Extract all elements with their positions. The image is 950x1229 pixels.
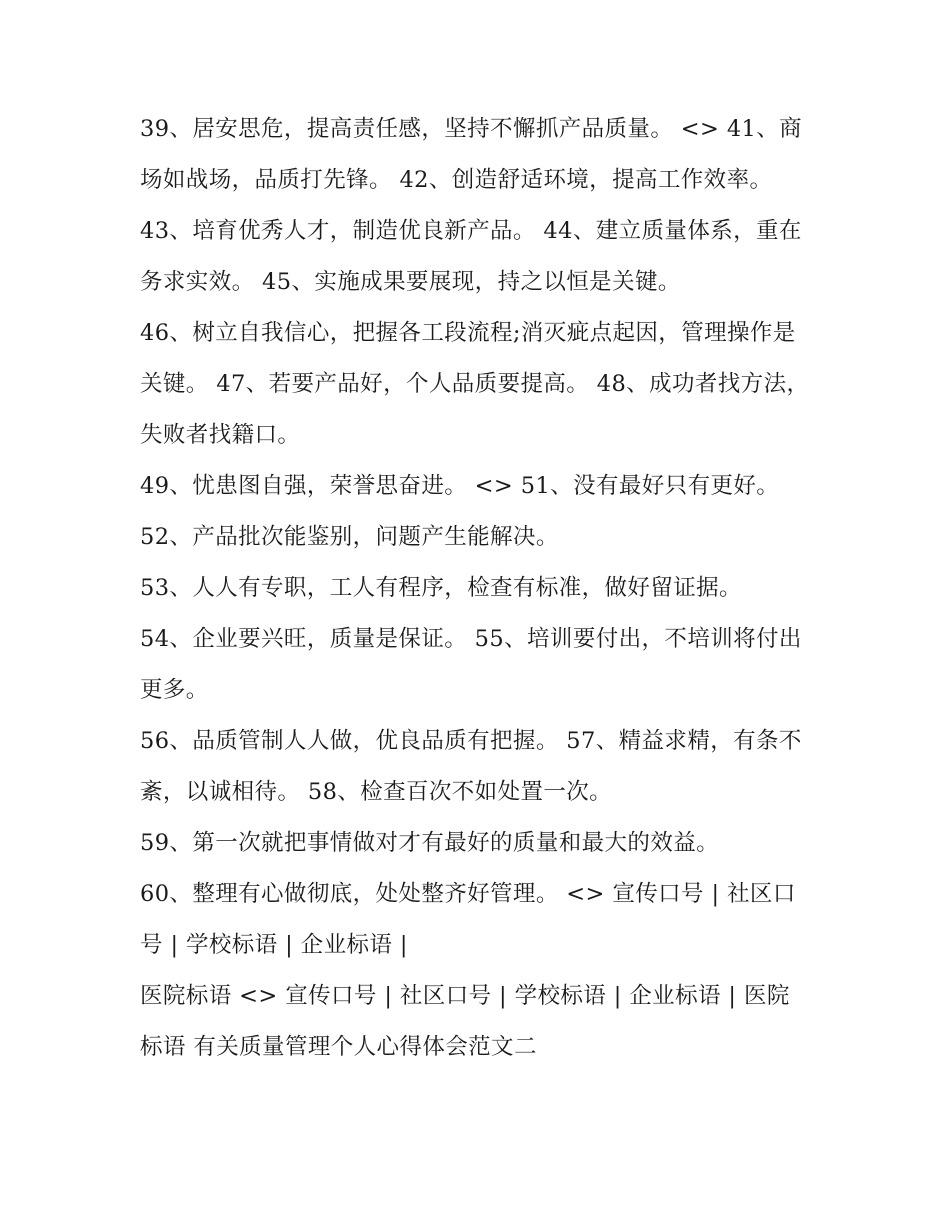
paragraph-slogan-53: 53、人人有专职，工人有程序，检查有标准，做好留证据。 (140, 575, 742, 601)
document-body (140, 104, 812, 1073)
paragraph-slogan-60: 60、整理有心做彻底，处处整齐好管理。 <> 宣传口号 | 社区口号 | 学校标语 | 企业标语 | (140, 881, 796, 958)
paragraph-slogans-46-48: 46、树立自我信心，把握各工段流程;消灭疵点起因，管理操作是关键。 47、若要产品好，个人品质要提高。 48、成功者找方法，失败者找籍口。 (140, 320, 810, 448)
paragraph-slogans-43-45: 43、培育优秀人才，制造优良新产品。 44、建立质量体系，重在务求实效。 45、实施成果要展现，持之以恒是关键。 (140, 218, 802, 295)
paragraph-slogan-52: 52、产品批次能鉴别，问题产生能解决。 (140, 524, 559, 550)
paragraph-slogans-56-58: 56、品质管制人人做，优良品质有把握。 57、精益求精，有条不紊，以诚相待。 58、检查百次不如处置一次。 (140, 728, 802, 805)
paragraph-category-links: 医院标语 <> 宣传口号 | 社区口号 | 学校标语 | 企业标语 | 医院标语 有关质量管理个人心得体会范文二 (140, 983, 790, 1060)
paragraph-slogans-49-51: 49、忧患图自强，荣誉思奋进。 <> 51、没有最好只有更好。 (140, 473, 780, 499)
paragraph-slogan-59: 59、第一次就把事情做对才有最好的质量和最大的效益。 (140, 830, 720, 856)
paragraph-slogans-54-55: 54、企业要兴旺，质量是保证。 55、培训要付出，不培训将付出更多。 (140, 626, 802, 703)
paragraph-slogans-39-42: 39、居安思危，提高责任感，坚持不懈抓产品质量。 <> 41、商场如战场，品质打先锋。 42、创造舒适环境，提高工作效率。 (140, 116, 803, 193)
